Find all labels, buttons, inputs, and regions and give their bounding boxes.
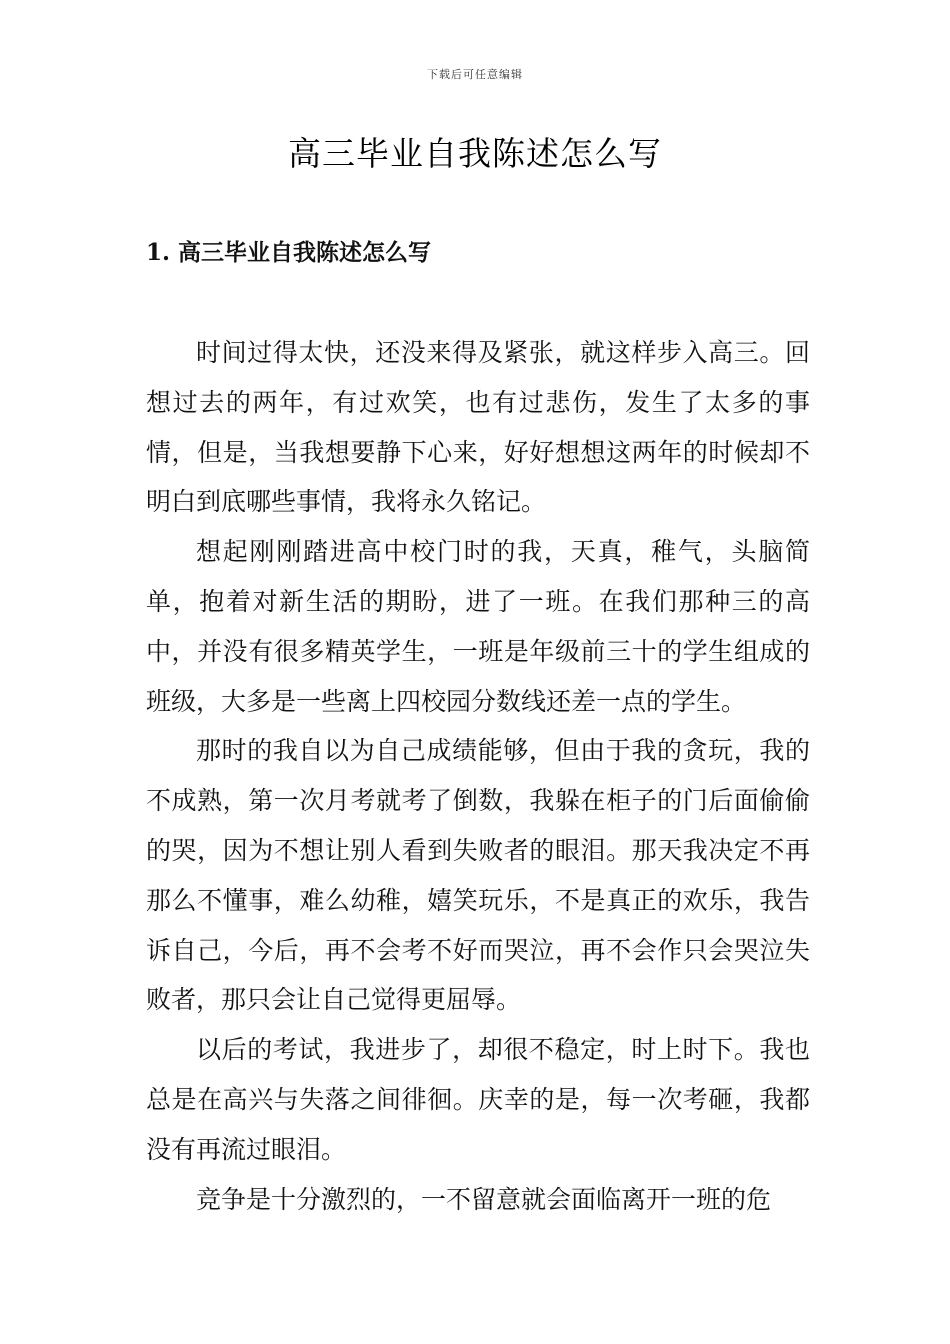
paragraph: 那时的我自以为自己成绩能够，但由于我的贪玩，我的不成熟，第一次月考就考了倒数，我躲在柜子的门后面偷偷的哭，因为不想让别人看到失败者的眼泪。那天我决定不再那么不懂事，难么幼稚，嬉笑玩乐，不是真正的欢乐，我告诉自己，今后，再不会考不好而哭泣，再不会作只会哭泣失败者，那只会让自己觉得更屈辱。 xyxy=(146,736,810,1015)
document-title: 高三毕业自我陈述怎么写 xyxy=(288,134,662,173)
header-note: 下载后可任意编辑 xyxy=(427,68,523,81)
paragraph: 时间过得太快，还没来得及紧张，就这样步入高三。回想过去的两年，有过欢笑，也有过悲伤，发生了太多的事情，但是，当我想要静下心来，好好想想这两年的时候却不明白到底哪些事情，我将永久铭记。 xyxy=(146,338,810,517)
paragraph: 竞争是十分激烈的，一不留意就会面临离开一班的危 xyxy=(196,1184,772,1214)
paragraph: 以后的考试，我进步了，却很不稳定，时上时下。我也总是在高兴与失落之间徘徊。庆幸的是，每一次考砸，我都没有再流过眼泪。 xyxy=(146,1035,810,1164)
section-heading: 1. 高三毕业自我陈述怎么写 xyxy=(146,239,432,266)
body-text xyxy=(146,328,810,1224)
paragraph: 想起刚刚踏进高中校门时的我，天真，稚气，头脑简单，抱着对新生活的期盼，进了一班。在我们那种三的高中，并没有很多精英学生，一班是年级前三十的学生组成的班级，大多是一些离上四校园分数线还差一点的学生。 xyxy=(146,537,810,716)
